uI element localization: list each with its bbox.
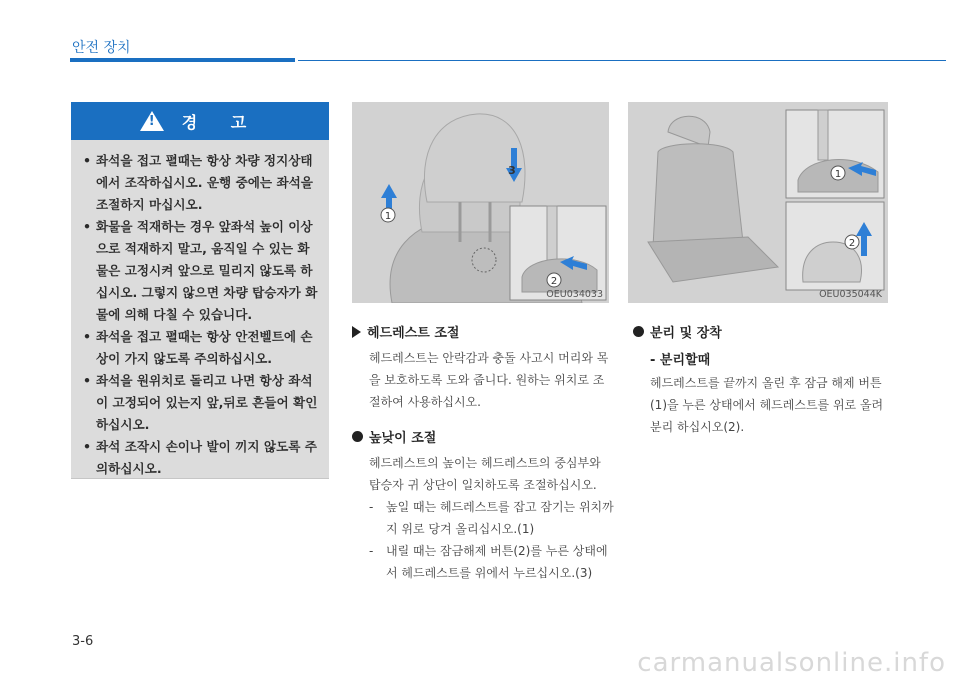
figure-code: OEU035044K <box>819 289 882 300</box>
removal-heading: 분리 및 장착 <box>650 326 722 341</box>
height-heading: 높낮이 조절 <box>369 431 437 446</box>
headrest-removal-illustration <box>628 102 888 303</box>
warning-item: • 좌석을 원위치로 돌리고 나면 항상 좌석이 고정되어 있는지 앞,뒤로 흔들어 확인하십시오. <box>83 370 319 436</box>
header-rule-thin <box>298 60 946 61</box>
callout-1: 1 <box>834 169 842 180</box>
section-heading <box>633 322 893 341</box>
headrest-adjust-figure <box>352 102 609 303</box>
warning-box <box>71 102 329 479</box>
removal-section <box>633 322 893 438</box>
dot-bullet-icon <box>352 431 363 442</box>
section-title: 안전 장치 <box>72 40 131 56</box>
figure-code: OEU034033 <box>546 289 603 300</box>
header-rule-thick <box>70 58 295 62</box>
page-number: 3-6 <box>72 634 94 649</box>
callout-2: 2 <box>848 238 856 249</box>
headrest-heading: 헤드레스트 조절 <box>367 326 460 341</box>
headrest-body: 헤드레스트는 안락감과 충돌 사고시 머리와 목을 보호하도록 도와 줍니다. 원하는 위치로 조절하여 사용하십시오. <box>369 351 609 409</box>
triangle-bullet-icon <box>352 326 361 338</box>
warning-title: 경 고 <box>181 112 261 132</box>
warning-triangle-icon: ! <box>140 111 164 131</box>
headrest-adjust-section <box>352 322 614 584</box>
removal-body: 헤드레스트를 끝까지 올린 후 잠금 해제 버튼(1)을 누른 상태에서 헤드레스트를 위로 올려 분리 하십시오(2). <box>650 376 884 434</box>
warning-item: • 좌석을 접고 펼때는 항상 차량 정지상태에서 조작하십시오. 운행 중에는 좌석을 조절하지 마십시오. <box>83 150 319 216</box>
section-heading <box>352 322 614 341</box>
height-body: 헤드레스트의 높이는 헤드레스트의 중심부와 탑승자 귀 상단이 일치하도록 조절하십시오. <box>369 456 601 492</box>
warning-list <box>71 140 329 480</box>
removal-subheading: - 분리할때 <box>650 353 711 368</box>
height-step: - 높일 때는 헤드레스트를 잡고 잠기는 위치까지 위로 당겨 올리십시오.(1) <box>369 500 614 536</box>
callout-2: 2 <box>550 276 558 287</box>
headrest-removal-figure <box>628 102 888 303</box>
warning-item: • 좌석을 접고 펼때는 항상 안전벨트에 손상이 가지 않도록 주의하십시오. <box>83 326 319 370</box>
dot-bullet-icon <box>633 326 644 337</box>
callout-1: 1 <box>384 211 392 222</box>
warning-item: • 좌석 조작시 손이나 발이 끼지 않도록 주의하십시오. <box>83 436 319 480</box>
warning-header <box>71 102 329 140</box>
warning-item: • 화물을 적재하는 경우 앞좌석 높이 이상으로 적재하지 말고, 움직일 수 있는 화물은 고정시켜 앞으로 밀리지 않도록 하십시오. 그렇지 않으면 차량 탑승자가 화물에 의해 다칠 수 있습니다. <box>83 216 319 326</box>
watermark: carmanualsonline.info <box>637 648 946 678</box>
headrest-adjust-illustration <box>352 102 609 303</box>
height-step: - 내릴 때는 잠금해제 버튼(2)를 누른 상태에서 헤드레스트를 위에서 누르십시오.(3) <box>369 544 608 580</box>
callout-3: 3 <box>508 164 516 177</box>
section-heading <box>352 427 614 446</box>
